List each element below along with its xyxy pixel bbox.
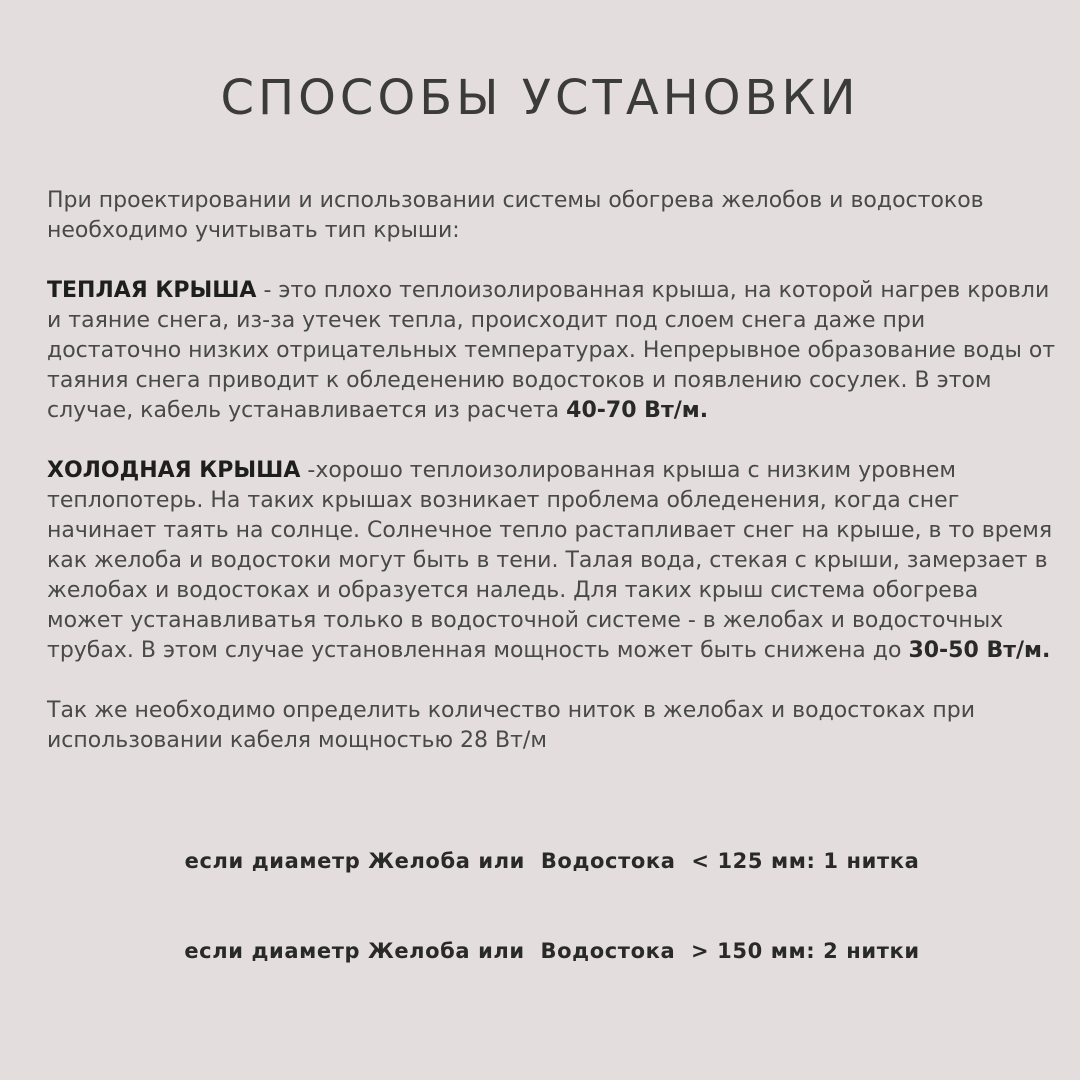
threads-note-paragraph: Так же необходимо определить количество ниток в желобах и водостоках при использовании кабеля мощностью 28 Вт/м bbox=[47, 698, 976, 753]
page-title: СПОСОБЫ УСТАНОВКИ bbox=[220, 70, 860, 126]
thread-rule-large: если диаметр Желоба или Водостока > 150 мм: 2 нитки bbox=[184, 939, 920, 963]
intro-paragraph: При проектировании и использовании системы обогрева желобов и водостоков необходимо учитывать тип крыши: bbox=[47, 188, 984, 243]
warm-roof-paragraph bbox=[47, 276, 1057, 426]
warm-roof-value: 40-70 Вт/м. bbox=[566, 398, 709, 423]
thread-rules bbox=[47, 786, 1057, 1026]
content-body bbox=[47, 186, 1057, 1026]
spacer bbox=[47, 666, 1057, 696]
cold-roof-value: 30-50 Вт/м. bbox=[908, 638, 1051, 663]
spacer bbox=[47, 246, 1057, 276]
spacer bbox=[47, 426, 1057, 456]
warm-roof-term: ТЕПЛАЯ КРЫША bbox=[47, 278, 257, 303]
cold-roof-term: ХОЛОДНАЯ КРЫША bbox=[47, 458, 301, 483]
thread-rule-small: если диаметр Желоба или Водостока < 125 мм: 1 нитка bbox=[184, 849, 920, 873]
cold-roof-paragraph bbox=[47, 456, 1057, 666]
cold-roof-text: -хорошо теплоизолированная крыша с низким уровнем теплопотерь. На таких крышах возникает проблема обледенения, когда снег начинает таять на солнце. Солнечное тепло растапливает снег на крыше, в то время как желоба и водостоки могут быть в тени. Талая вода, стекая с крыши, замерзает в желобах и водостоках и образуется наледь. Для таких крыш система обогрева может устанавливатья только в водосточной системе - в желобах и водосточных трубах. В этом случае установленная мощность может быть снижена до bbox=[47, 458, 1053, 663]
warm-roof-text: - это плохо теплоизолированная крыша, на которой нагрев кровли и таяние снега, из-за утечек тепла, происходит под слоем снега даже при достаточно низких отрицательных температурах. Непрерывное образование воды от таяния снега приводит к обледенению водостоков и появлению сосулек. В этом случае, кабель устанавливается из расчета bbox=[47, 278, 1056, 423]
